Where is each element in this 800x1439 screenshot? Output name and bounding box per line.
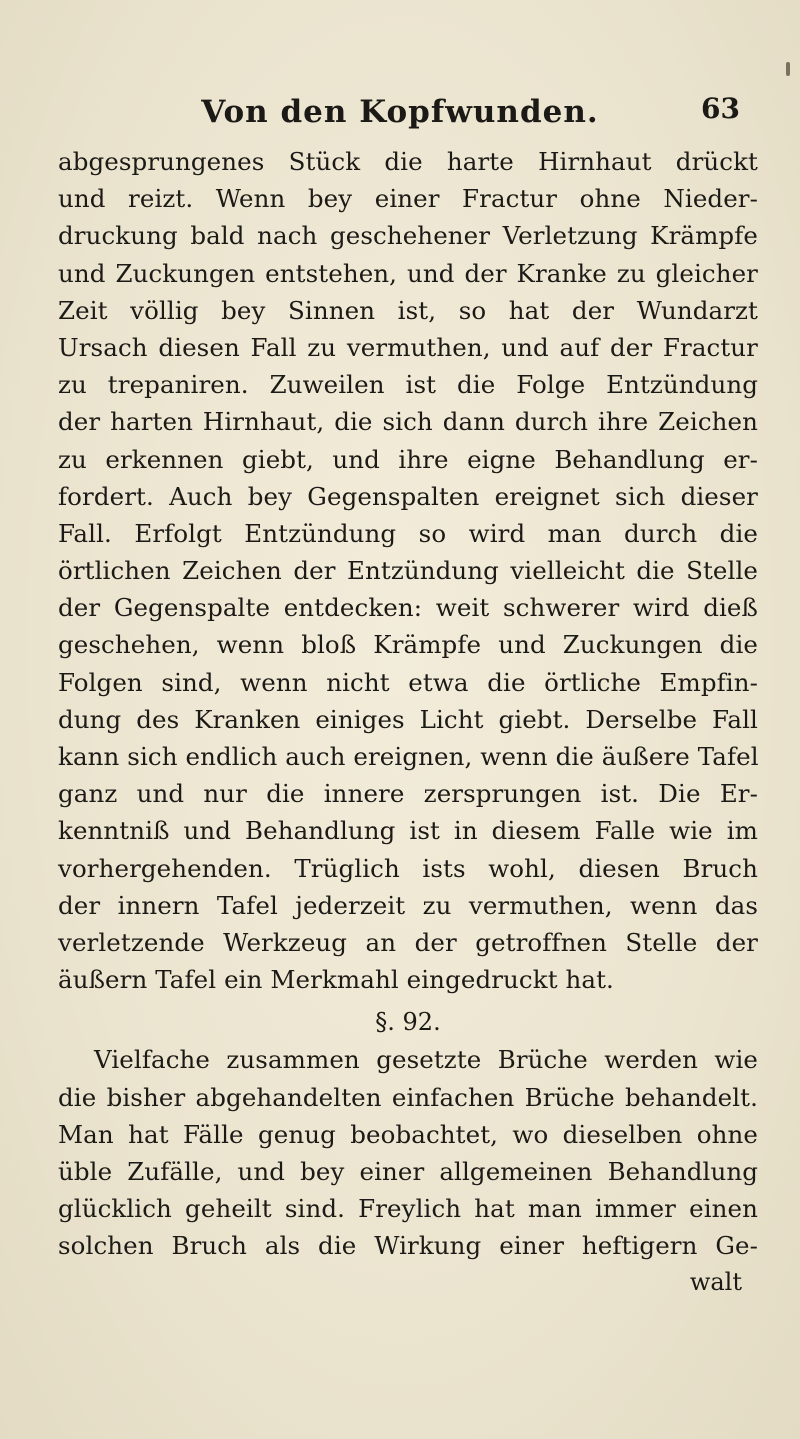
text-line: dung des Kranken einiges Licht giebt. Derselbe Fall	[58, 704, 758, 734]
text-line: Fall. Erfolgt Entzündung so wird man durch die	[58, 518, 758, 548]
paragraph-1	[58, 143, 758, 998]
text-line: üble Zufälle, und bey einer allgemeinen Behandlung	[58, 1156, 758, 1186]
text-line: und reizt. Wenn bey einer Fractur ohne Nieder-	[58, 184, 758, 214]
margin-mark	[786, 62, 790, 76]
paragraph-2	[58, 1041, 758, 1264]
text-line: Man hat Fälle genug beobachtet, wo dieselben ohne	[58, 1119, 758, 1149]
text-line: der harten Hirnhaut, die sich dann durch ihre Zeichen	[58, 407, 758, 437]
text-line: der innern Tafel jederzeit zu vermuthen, wenn das	[58, 890, 758, 920]
text-line: die bisher abgehandelten einfachen Brüche behandelt.	[58, 1082, 758, 1112]
text-line: und Zuckungen entstehen, und der Kranke zu gleicher	[58, 258, 758, 288]
text-line: der Gegenspalte entdecken: weit schwerer wird dieß	[58, 593, 758, 623]
text-line: äußern Tafel ein Merkmahl eingedruckt hat.	[58, 965, 614, 995]
text-line: örtlichen Zeichen der Entzündung vielleicht die Stelle	[58, 556, 758, 586]
text-line: solchen Bruch als die Wirkung einer heftigern Ge-	[58, 1231, 758, 1261]
text-line: glücklich geheilt sind. Freylich hat man immer einen	[58, 1194, 758, 1224]
text-line: kann sich endlich auch ereignen, wenn die äußere Tafel	[58, 742, 759, 771]
text-line: vorhergehenden. Trüglich ists wohl, diesen Bruch	[58, 853, 758, 883]
text-line: Zeit völlig bey Sinnen ist, so hat der Wundarzt	[58, 295, 758, 325]
text-line: Ursach diesen Fall zu vermuthen, und auf der Fractur	[58, 332, 758, 362]
text-line: ganz und nur die innere zersprungen ist. Die Er-	[58, 779, 758, 809]
text-line: kenntniß und Behandlung ist in diesem Falle wie im	[58, 816, 758, 846]
body-text	[58, 143, 758, 1301]
text-line: Folgen sind, wenn nicht etwa die örtliche Empfin-	[58, 667, 758, 697]
text-line: zu erkennen giebt, und ihre eigne Behandlung er-	[58, 444, 758, 474]
text-line: Vielfache zusammen gesetzte Brüche werden wie	[94, 1045, 758, 1075]
text-line: zu trepaniren. Zuweilen ist die Folge Entzündung	[58, 370, 758, 400]
page-number: 63	[701, 92, 740, 125]
section-heading: §. 92.	[375, 1008, 441, 1037]
text-line: verletzende Werkzeug an der getroffnen Stelle der	[58, 927, 758, 957]
text-line: abgesprungenes Stück die harte Hirnhaut drückt	[58, 147, 758, 176]
text-line: geschehen, wenn bloß Krämpfe und Zuckungen die	[58, 630, 758, 660]
text-line: fordert. Auch bey Gegenspalten ereignet sich dieser	[58, 481, 758, 511]
page-header	[60, 82, 740, 142]
catchword: walt	[689, 1268, 742, 1297]
running-head: Von den Kopfwunden.	[201, 94, 599, 130]
text-line: druckung bald nach geschehener Verletzung Krämpfe	[58, 221, 758, 251]
